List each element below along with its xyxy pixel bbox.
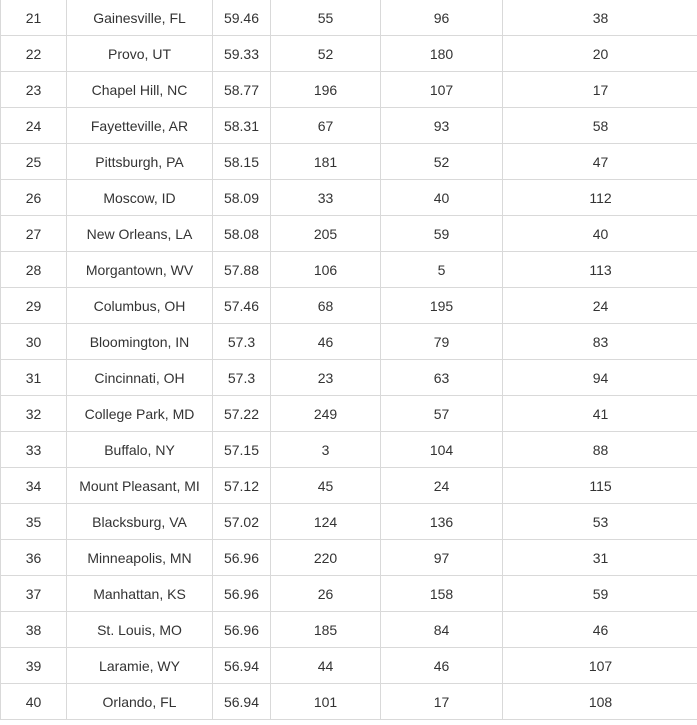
metric-b-cell: 104 [381,432,503,468]
metric-b-cell: 52 [381,144,503,180]
metric-c-cell: 94 [503,360,697,396]
table-row [1,108,697,144]
metric-c-cell: 38 [503,0,697,36]
score-cell: 56.94 [213,684,271,720]
metric-b-cell: 24 [381,468,503,504]
rank-cell: 25 [1,144,67,180]
metric-a-cell: 3 [271,432,381,468]
metric-a-cell: 196 [271,72,381,108]
metric-a-cell: 55 [271,0,381,36]
table-row [1,612,697,648]
score-cell: 56.96 [213,612,271,648]
table-body [1,0,697,720]
metric-c-cell: 40 [503,216,697,252]
rank-cell: 34 [1,468,67,504]
metric-c-cell: 58 [503,108,697,144]
metric-b-cell: 180 [381,36,503,72]
rank-cell: 36 [1,540,67,576]
city-cell: St. Louis, MO [67,612,213,648]
city-cell: Columbus, OH [67,288,213,324]
score-cell: 57.3 [213,324,271,360]
score-cell: 57.15 [213,432,271,468]
city-cell: College Park, MD [67,396,213,432]
table-row [1,396,697,432]
city-cell: Manhattan, KS [67,576,213,612]
city-cell: Fayetteville, AR [67,108,213,144]
rank-cell: 35 [1,504,67,540]
rank-cell: 23 [1,72,67,108]
table-row [1,72,697,108]
metric-b-cell: 59 [381,216,503,252]
rank-cell: 22 [1,36,67,72]
metric-c-cell: 53 [503,504,697,540]
score-cell: 57.12 [213,468,271,504]
city-cell: Minneapolis, MN [67,540,213,576]
table-row [1,648,697,684]
table-row [1,360,697,396]
table-row [1,540,697,576]
metric-a-cell: 46 [271,324,381,360]
metric-a-cell: 44 [271,648,381,684]
score-cell: 59.46 [213,0,271,36]
metric-b-cell: 63 [381,360,503,396]
metric-a-cell: 249 [271,396,381,432]
city-cell: Moscow, ID [67,180,213,216]
metric-c-cell: 115 [503,468,697,504]
city-cell: Chapel Hill, NC [67,72,213,108]
metric-a-cell: 205 [271,216,381,252]
city-cell: New Orleans, LA [67,216,213,252]
score-cell: 58.77 [213,72,271,108]
rank-cell: 32 [1,396,67,432]
rank-cell: 28 [1,252,67,288]
rank-cell: 37 [1,576,67,612]
city-cell: Orlando, FL [67,684,213,720]
metric-c-cell: 17 [503,72,697,108]
metric-a-cell: 23 [271,360,381,396]
rank-cell: 38 [1,612,67,648]
metric-a-cell: 68 [271,288,381,324]
metric-c-cell: 88 [503,432,697,468]
metric-b-cell: 97 [381,540,503,576]
score-cell: 57.88 [213,252,271,288]
table-row [1,252,697,288]
table-row [1,144,697,180]
metric-c-cell: 83 [503,324,697,360]
city-cell: Mount Pleasant, MI [67,468,213,504]
metric-a-cell: 185 [271,612,381,648]
metric-a-cell: 45 [271,468,381,504]
metric-c-cell: 46 [503,612,697,648]
score-cell: 57.3 [213,360,271,396]
table-row [1,576,697,612]
rank-cell: 21 [1,0,67,36]
score-cell: 58.09 [213,180,271,216]
city-cell: Pittsburgh, PA [67,144,213,180]
metric-a-cell: 26 [271,576,381,612]
score-cell: 57.22 [213,396,271,432]
score-cell: 58.08 [213,216,271,252]
metric-b-cell: 46 [381,648,503,684]
table-row [1,216,697,252]
metric-c-cell: 20 [503,36,697,72]
rank-cell: 33 [1,432,67,468]
metric-b-cell: 158 [381,576,503,612]
rank-cell: 26 [1,180,67,216]
score-cell: 58.31 [213,108,271,144]
metric-a-cell: 220 [271,540,381,576]
metric-a-cell: 124 [271,504,381,540]
metric-a-cell: 33 [271,180,381,216]
metric-b-cell: 57 [381,396,503,432]
metric-a-cell: 101 [271,684,381,720]
rank-cell: 27 [1,216,67,252]
metric-b-cell: 79 [381,324,503,360]
table-row [1,288,697,324]
rank-cell: 30 [1,324,67,360]
metric-b-cell: 136 [381,504,503,540]
metric-c-cell: 31 [503,540,697,576]
metric-c-cell: 108 [503,684,697,720]
score-cell: 56.94 [213,648,271,684]
metric-c-cell: 47 [503,144,697,180]
table-row [1,684,697,720]
table-row [1,324,697,360]
metric-a-cell: 181 [271,144,381,180]
city-cell: Morgantown, WV [67,252,213,288]
score-cell: 56.96 [213,576,271,612]
metric-c-cell: 59 [503,576,697,612]
metric-b-cell: 84 [381,612,503,648]
rank-cell: 29 [1,288,67,324]
metric-b-cell: 96 [381,0,503,36]
metric-c-cell: 113 [503,252,697,288]
score-cell: 56.96 [213,540,271,576]
city-cell: Bloomington, IN [67,324,213,360]
metric-b-cell: 93 [381,108,503,144]
rank-cell: 31 [1,360,67,396]
metric-c-cell: 112 [503,180,697,216]
rank-cell: 40 [1,684,67,720]
metric-c-cell: 41 [503,396,697,432]
city-cell: Gainesville, FL [67,0,213,36]
metric-b-cell: 5 [381,252,503,288]
city-cell: Provo, UT [67,36,213,72]
metric-b-cell: 40 [381,180,503,216]
city-cell: Cincinnati, OH [67,360,213,396]
metric-b-cell: 107 [381,72,503,108]
metric-c-cell: 24 [503,288,697,324]
score-cell: 59.33 [213,36,271,72]
metric-a-cell: 106 [271,252,381,288]
score-cell: 57.02 [213,504,271,540]
metric-a-cell: 52 [271,36,381,72]
table-row [1,504,697,540]
rank-cell: 39 [1,648,67,684]
table-row [1,0,697,36]
score-cell: 58.15 [213,144,271,180]
city-cell: Blacksburg, VA [67,504,213,540]
table-row [1,180,697,216]
table-row [1,432,697,468]
score-cell: 57.46 [213,288,271,324]
metric-c-cell: 107 [503,648,697,684]
city-cell: Buffalo, NY [67,432,213,468]
metric-b-cell: 17 [381,684,503,720]
metric-a-cell: 67 [271,108,381,144]
metric-b-cell: 195 [381,288,503,324]
rank-cell: 24 [1,108,67,144]
table-row [1,468,697,504]
table-row [1,36,697,72]
city-cell: Laramie, WY [67,648,213,684]
